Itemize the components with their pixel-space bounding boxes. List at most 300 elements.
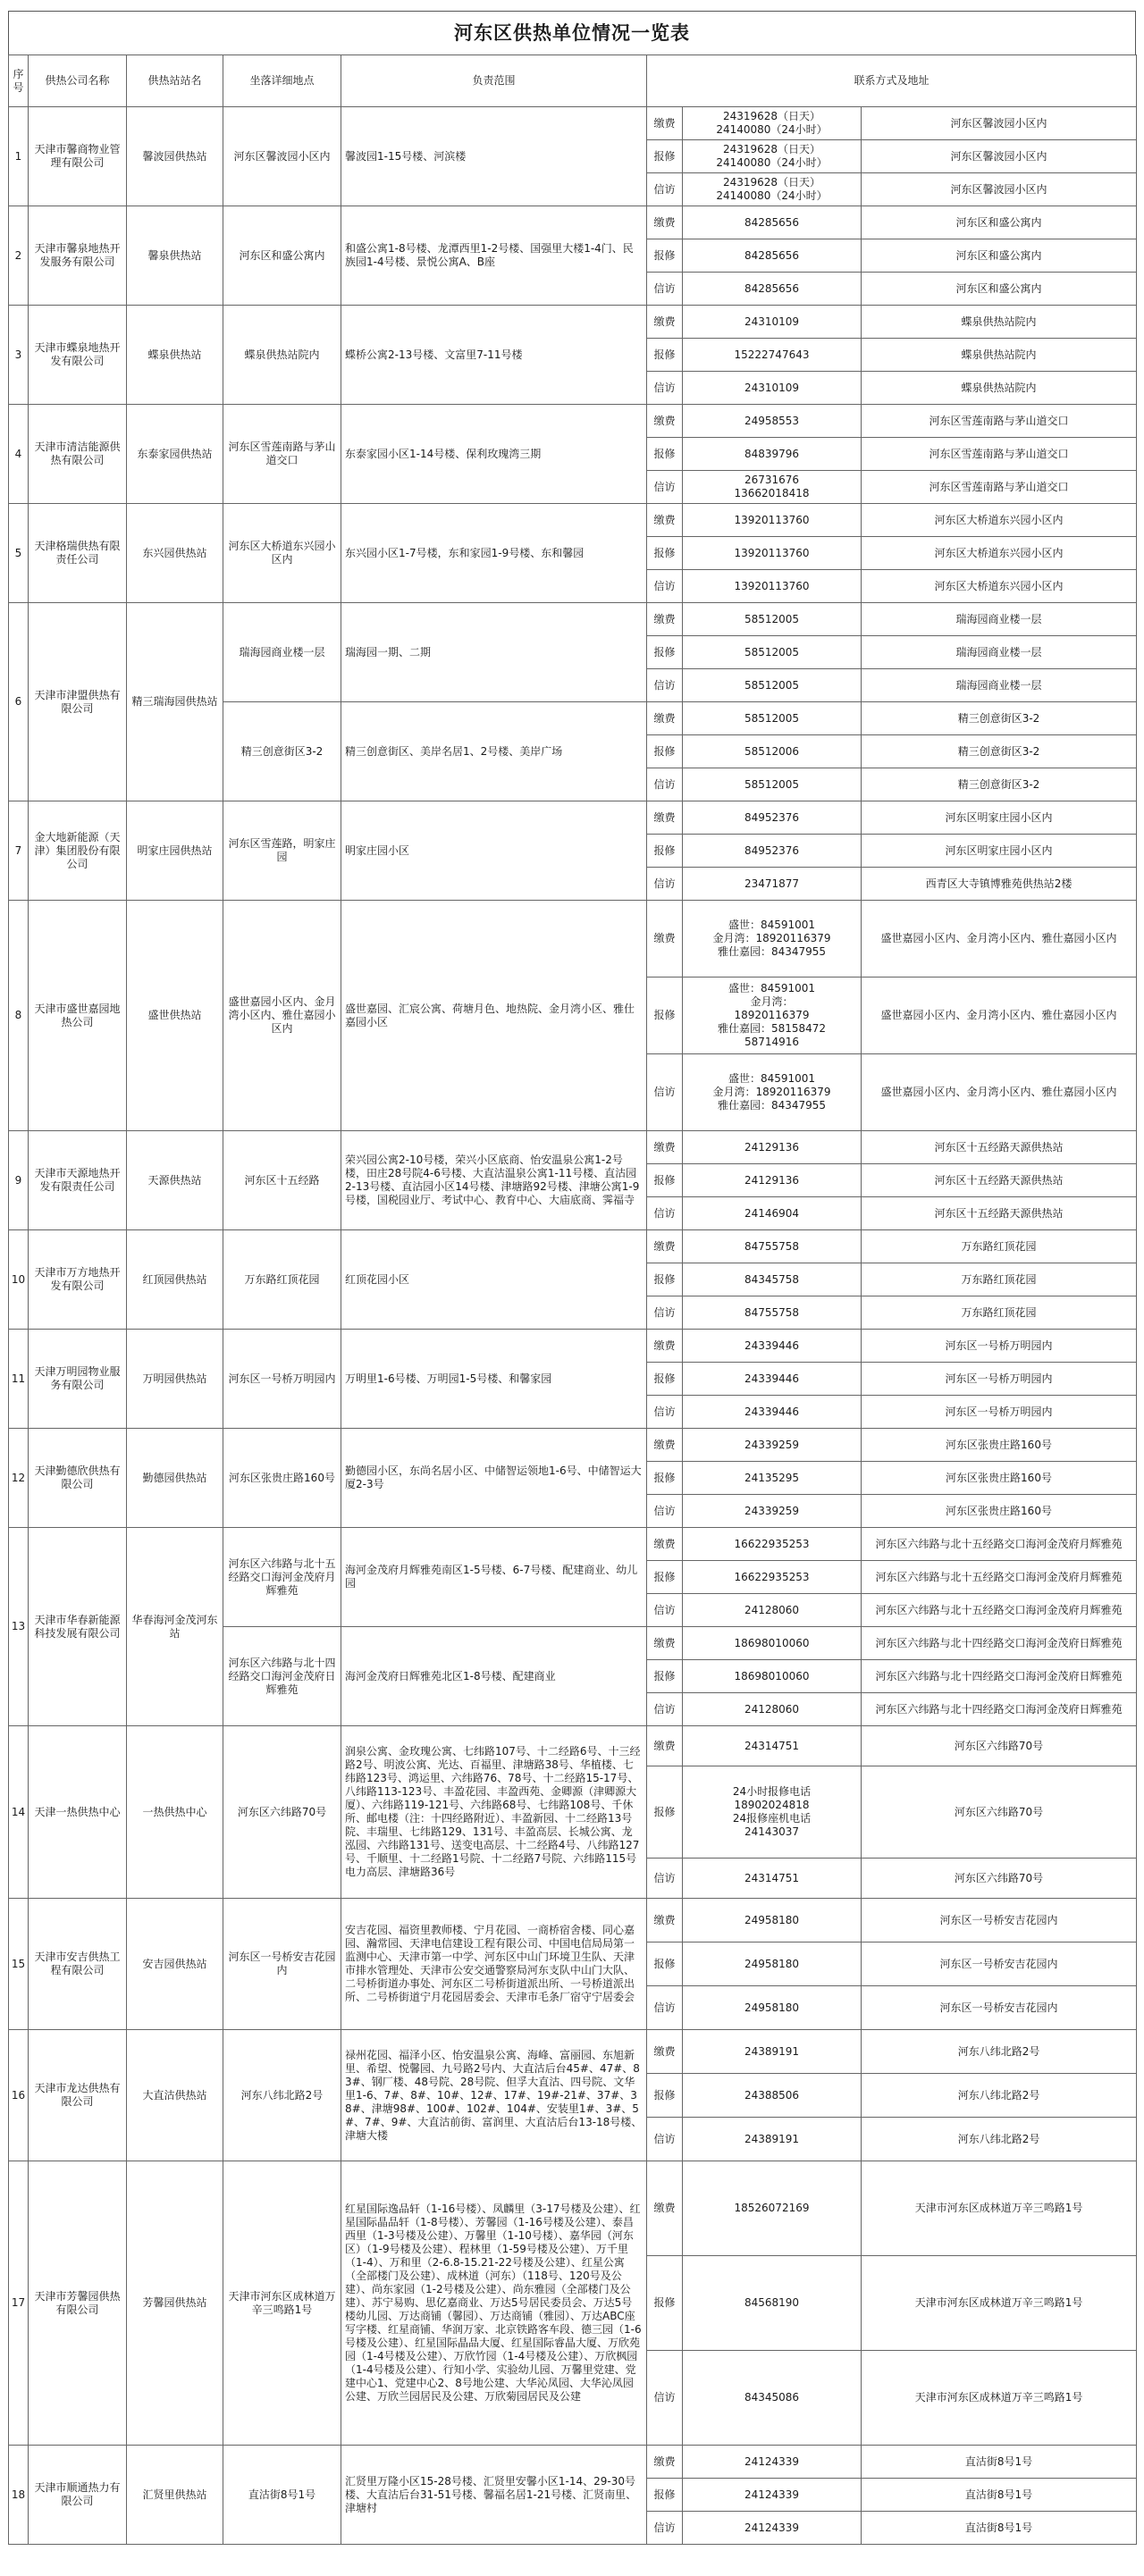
- contact-phone: 24958180: [683, 1899, 862, 1942]
- contact-type: 信访: [647, 768, 683, 801]
- contact-type: 报修: [647, 636, 683, 669]
- contact-phone: 13920113760: [683, 504, 862, 537]
- station-location: 直沽街8号1号: [223, 2446, 341, 2545]
- station-name: 东兴园供热站: [127, 504, 223, 603]
- contact-phone: 24958553: [683, 405, 862, 438]
- table-row: [9, 1330, 1137, 1363]
- contact-address: 河东区雪莲南路与茅山道交口: [862, 471, 1137, 504]
- contact-phone: 24389191: [683, 2118, 862, 2161]
- contact-phone: 23471877: [683, 868, 862, 901]
- station-name: 盛世供热站: [127, 901, 223, 1131]
- contact-phone: 24389191: [683, 2030, 862, 2074]
- contact-type: 信访: [647, 1495, 683, 1528]
- table-row: [9, 306, 1137, 339]
- header-station: 供热站站名: [127, 55, 223, 107]
- contact-type: 报修: [647, 1363, 683, 1396]
- contact-type: 报修: [647, 438, 683, 471]
- row-number: 2: [9, 206, 29, 306]
- contact-phone: 24124339: [683, 2479, 862, 2512]
- contact-address: 河东区大桥道东兴园小区内: [862, 570, 1137, 603]
- station-name: 汇贤里供热站: [127, 2446, 223, 2545]
- row-number: 7: [9, 801, 29, 901]
- row-number: 13: [9, 1528, 29, 1726]
- contact-phone: 16622935253: [683, 1528, 862, 1561]
- contact-address: 河东区六纬路与北十五经路交口海河金茂府月辉雅苑: [862, 1594, 1137, 1627]
- contact-phone: 13920113760: [683, 570, 862, 603]
- table-row: [9, 1899, 1137, 1942]
- contact-phone: 26731676 13662018418: [683, 471, 862, 504]
- contact-address: 蝶泉供热站院内: [862, 306, 1137, 339]
- contact-phone: 24135295: [683, 1462, 862, 1495]
- row-number: 14: [9, 1726, 29, 1899]
- contact-phone: 24314751: [683, 1726, 862, 1766]
- contact-address: 河东区馨波园小区内: [862, 140, 1137, 173]
- station-name: 红顶园供热站: [127, 1230, 223, 1330]
- contact-type: 缴费: [647, 206, 683, 239]
- contact-type: 信访: [647, 1296, 683, 1330]
- service-range: 明家庄园小区: [341, 801, 647, 901]
- service-range: 禄州花园、福泽小区、怡安温泉公寓、海峰、富丽园、东旭新里、希望、悦馨园、九号路2号内、大直沽后台45#、47#、83#、钢厂楼、48号院、28号院、但孚大直沽、四号院、文华里1-6、7#、8#、10#、12#、17#、19#-21#、37#、38#、津塘98#、100#、102#、104#、安装里1#、3#、5#、7#、9#、大直沽前街、富润里、大直沽后台13-18号楼、津塘大楼: [341, 2030, 647, 2161]
- table-row: [9, 1131, 1137, 1164]
- contact-address: 河东区雪莲南路与茅山道交口: [862, 405, 1137, 438]
- table-row: [9, 1726, 1137, 1766]
- company-name: 天津勤德欣供热有限公司: [29, 1429, 127, 1528]
- contact-type: 报修: [647, 537, 683, 570]
- header-company: 供热公司名称: [29, 55, 127, 107]
- contact-phone: 24319628（日天） 24140080（24小时）: [683, 140, 862, 173]
- contact-address: 河东区和盛公寓内: [862, 273, 1137, 306]
- contact-address: 河东区馨波园小区内: [862, 107, 1137, 140]
- station-location: 河东区六纬路70号: [223, 1726, 341, 1899]
- contact-type: 信访: [647, 1054, 683, 1131]
- contact-phone: 24339259: [683, 1495, 862, 1528]
- contact-phone: 24128060: [683, 1594, 862, 1627]
- station-location: 蝶泉供热站院内: [223, 306, 341, 405]
- contact-address: 瑞海园商业楼一层: [862, 603, 1137, 636]
- contact-address: 河东区明家庄园小区内: [862, 801, 1137, 835]
- contact-phone: 24124339: [683, 2446, 862, 2479]
- service-range: 和盛公寓1-8号楼、龙潭西里1-2号楼、国强里大楼1-4门、民族园1-4号楼、景悦公寓A、B座: [341, 206, 647, 306]
- contact-type: 信访: [647, 669, 683, 702]
- table-row: [9, 504, 1137, 537]
- contact-phone: 16622935253: [683, 1561, 862, 1594]
- station-location: 河东区一号桥安吉花园内: [223, 1899, 341, 2030]
- table-row: [9, 2030, 1137, 2074]
- contact-phone: 24128060: [683, 1693, 862, 1726]
- contact-type: 信访: [647, 1197, 683, 1230]
- contact-phone: 84952376: [683, 835, 862, 868]
- contact-phone: 84285656: [683, 239, 862, 273]
- header-no: 序号: [9, 55, 29, 107]
- header-contact: 联系方式及地址: [647, 55, 1137, 107]
- contact-address: 河东区张贵庄路160号: [862, 1495, 1137, 1528]
- contact-type: 缴费: [647, 107, 683, 140]
- contact-address: 精三创意街区3-2: [862, 768, 1137, 801]
- contact-type: 报修: [647, 239, 683, 273]
- contact-type: 缴费: [647, 702, 683, 735]
- contact-address: 河东区六纬路70号: [862, 1726, 1137, 1766]
- contact-type: 信访: [647, 471, 683, 504]
- contact-phone: 24958180: [683, 1942, 862, 1986]
- contact-address: 河东区张贵庄路160号: [862, 1462, 1137, 1495]
- contact-phone: 24129136: [683, 1164, 862, 1197]
- contact-phone: 18698010060: [683, 1660, 862, 1693]
- station-location: 河东区雪莲路，明家庄园: [223, 801, 341, 901]
- row-number: 16: [9, 2030, 29, 2161]
- contact-address: 瑞海园商业楼一层: [862, 669, 1137, 702]
- station-location: 河东区十五经路: [223, 1131, 341, 1230]
- table-row: [9, 1230, 1137, 1263]
- header-range: 负责范围: [341, 55, 647, 107]
- station-location: 河东区六纬路与北十五经路交口海河金茂府月辉雅苑: [223, 1528, 341, 1627]
- station-name: 安吉园供热站: [127, 1899, 223, 2030]
- table-row: [9, 603, 1137, 636]
- row-number: 10: [9, 1230, 29, 1330]
- contact-phone: 24339446: [683, 1363, 862, 1396]
- contact-phone: 18698010060: [683, 1627, 862, 1660]
- contact-type: 报修: [647, 1942, 683, 1986]
- company-name: 天津市天源地热开发有限责任公司: [29, 1131, 127, 1230]
- contact-type: 缴费: [647, 1899, 683, 1942]
- service-range: 瑞海园一期、二期: [341, 603, 647, 702]
- service-range: 万明里1-6号楼、万明园1-5号楼、和馨家园: [341, 1330, 647, 1429]
- contact-phone: 24339259: [683, 1429, 862, 1462]
- station-name: 万明园供热站: [127, 1330, 223, 1429]
- contact-type: 缴费: [647, 1230, 683, 1263]
- contact-phone: 盛世：84591001 金月湾： 18920116379 雅仕嘉园：58158472 58714916: [683, 978, 862, 1054]
- station-name: 精三瑞海园供热站: [127, 603, 223, 801]
- contact-address: 河东区雪莲南路与茅山道交口: [862, 438, 1137, 471]
- contact-address: 河东八纬北路2号: [862, 2118, 1137, 2161]
- contact-type: 信访: [647, 1859, 683, 1899]
- row-number: 1: [9, 107, 29, 206]
- table-row: [9, 206, 1137, 239]
- company-name: 天津市盛世嘉园地热公司: [29, 901, 127, 1131]
- table-row: [9, 2446, 1137, 2479]
- contact-address: 河东区大桥道东兴园小区内: [862, 537, 1137, 570]
- company-name: 天津市顺通热力有限公司: [29, 2446, 127, 2545]
- contact-address: 河东区十五经路天源供热站: [862, 1131, 1137, 1164]
- station-location: 河东八纬北路2号: [223, 2030, 341, 2161]
- contact-phone: 84285656: [683, 206, 862, 239]
- company-name: 天津市蝶泉地热开发有限公司: [29, 306, 127, 405]
- service-range: 安吉花园、福资里教师楼、宁月花园、一商桥宿舍楼、同心嘉园、瀚常园、天津电信建设工程有限公司、中国电信局局第一监测中心、天津市第一中学、河东区中山门环境卫生队、天津市排水管理处、天津市公安交通警察局河东支队中山门大队、二号桥街道办事处、河东区二号桥街道派出所、一号桥道派出所、二号桥街道宁月花园居委会、天津市毛条厂宿守宁居委会: [341, 1899, 647, 2030]
- service-range: 东泰家园小区1-14号楼、保利玫瑰湾三期: [341, 405, 647, 504]
- contact-address: 天津市河东区成林道万辛三鸣路1号: [862, 2161, 1137, 2256]
- contact-address: 蝶泉供热站院内: [862, 372, 1137, 405]
- contact-address: 河东区一号桥安吉花园内: [862, 1899, 1137, 1942]
- contact-phone: 84755758: [683, 1296, 862, 1330]
- company-name: 天津万明园物业服务有限公司: [29, 1330, 127, 1429]
- row-number: 17: [9, 2161, 29, 2446]
- station-location: 河东区大桥道东兴园小区内: [223, 504, 341, 603]
- contact-address: 西青区大寺镇博雅苑供热站2楼: [862, 868, 1137, 901]
- contact-type: 缴费: [647, 801, 683, 835]
- company-name: 金大地新能源（天津）集团股份有限公司: [29, 801, 127, 901]
- contact-phone: 盛世：84591001 金月湾：18920116379 雅仕嘉园：84347955: [683, 901, 862, 978]
- contact-type: 缴费: [647, 901, 683, 978]
- contact-type: 报修: [647, 2074, 683, 2118]
- service-range: 荣兴园公寓2-10号楼，荣兴小区底商、怡安温泉公寓1-2号楼，田庄28号院4-6号楼、大直沽温泉公寓1-11号楼、直沽园2-13号楼、直沽园小区14号楼、津塘路92号楼、津塘公寓1-9号楼，国税园业厅、考试中心、教育中心、大庙底商、霁福寺: [341, 1131, 647, 1230]
- contact-address: 直沽街8号1号: [862, 2479, 1137, 2512]
- contact-type: 缴费: [647, 1528, 683, 1561]
- table-row: [9, 1429, 1137, 1462]
- contact-type: 报修: [647, 140, 683, 173]
- contact-address: 河东区大桥道东兴园小区内: [862, 504, 1137, 537]
- contact-address: 河东区馨波园小区内: [862, 173, 1137, 206]
- contact-type: 信访: [647, 1693, 683, 1726]
- company-name: 天津市清洁能源供热有限公司: [29, 405, 127, 504]
- page-title: 河东区供热单位情况一览表: [8, 11, 1136, 55]
- contact-address: 河东区六纬路70号: [862, 1766, 1137, 1859]
- contact-phone: 24339446: [683, 1396, 862, 1429]
- row-number: 9: [9, 1131, 29, 1230]
- contact-address: 河东区六纬路与北十四经路交口海河金茂府日辉雅苑: [862, 1660, 1137, 1693]
- service-range: 馨波园1-15号楼、河滨楼: [341, 107, 647, 206]
- contact-type: 缴费: [647, 2161, 683, 2256]
- station-name: 大直沽供热站: [127, 2030, 223, 2161]
- contact-phone: 84285656: [683, 273, 862, 306]
- contact-type: 缴费: [647, 2030, 683, 2074]
- company-name: 天津一热供热中心: [29, 1726, 127, 1899]
- contact-type: 信访: [647, 1594, 683, 1627]
- contact-address: 河东区一号桥安吉花园内: [862, 1986, 1137, 2030]
- station-name: 东泰家园供热站: [127, 405, 223, 504]
- service-range: 海河金茂府日辉雅苑北区1-8号楼、配建商业: [341, 1627, 647, 1726]
- station-location: 河东区和盛公寓内: [223, 206, 341, 306]
- station-name: 天源供热站: [127, 1131, 223, 1230]
- contact-phone: 盛世：84591001 金月湾：18920116379 雅仕嘉园：84347955: [683, 1054, 862, 1131]
- contact-type: 信访: [647, 2351, 683, 2446]
- contact-type: 信访: [647, 1396, 683, 1429]
- station-location: 天津市河东区成林道万辛三鸣路1号: [223, 2161, 341, 2446]
- document-sheet: [8, 11, 1136, 2545]
- contact-address: 河东区六纬路与北十四经路交口海河金茂府日辉雅苑: [862, 1627, 1137, 1660]
- company-name: 天津格瑞供热有限责任公司: [29, 504, 127, 603]
- row-number: 8: [9, 901, 29, 1131]
- contact-address: 河东八纬北路2号: [862, 2074, 1137, 2118]
- contact-address: 万东路红顶花园: [862, 1296, 1137, 1330]
- contact-type: 信访: [647, 173, 683, 206]
- contact-type: 报修: [647, 1561, 683, 1594]
- table-row: [9, 107, 1137, 140]
- service-range: 东兴园小区1-7号楼，东和家园1-9号楼、东和馨园: [341, 504, 647, 603]
- contact-type: 信访: [647, 868, 683, 901]
- contact-type: 报修: [647, 835, 683, 868]
- row-number: 4: [9, 405, 29, 504]
- contact-phone: 24319628（日天） 24140080（24小时）: [683, 173, 862, 206]
- contact-phone: 84345758: [683, 1263, 862, 1296]
- contact-type: 缴费: [647, 1131, 683, 1164]
- contact-address: 盛世嘉园小区内、金月湾小区内、雅仕嘉园小区内: [862, 978, 1137, 1054]
- contact-phone: 15222747643: [683, 339, 862, 372]
- contact-address: 河东区一号桥万明园内: [862, 1363, 1137, 1396]
- row-number: 15: [9, 1899, 29, 2030]
- contact-phone: 18526072169: [683, 2161, 862, 2256]
- table-row: [9, 1528, 1137, 1561]
- contact-address: 河东区一号桥安吉花园内: [862, 1942, 1137, 1986]
- contact-phone: 24388506: [683, 2074, 862, 2118]
- contact-type: 信访: [647, 2118, 683, 2161]
- row-number: 6: [9, 603, 29, 801]
- service-range: 勤德园小区，东尚名居小区、中储智运领地1-6号、中储智运大厦2-3号: [341, 1429, 647, 1528]
- contact-type: 缴费: [647, 1726, 683, 1766]
- station-name: 勤德园供热站: [127, 1429, 223, 1528]
- contact-address: 河东区和盛公寓内: [862, 239, 1137, 273]
- contact-type: 报修: [647, 1766, 683, 1859]
- company-name: 天津市华春新能源科技发展有限公司: [29, 1528, 127, 1726]
- service-range: 盛世嘉园、汇宸公寓、荷塘月色、地热院、金月湾小区、雅仕嘉园小区: [341, 901, 647, 1131]
- contact-type: 缴费: [647, 2446, 683, 2479]
- table-row: [9, 2161, 1137, 2256]
- contact-phone: 84568190: [683, 2256, 862, 2351]
- contact-type: 缴费: [647, 1627, 683, 1660]
- station-name: 华春海河金茂河东站: [127, 1528, 223, 1726]
- contact-address: 盛世嘉园小区内、金月湾小区内、雅仕嘉园小区内: [862, 1054, 1137, 1131]
- heating-table: [8, 55, 1137, 2545]
- contact-type: 信访: [647, 273, 683, 306]
- contact-type: 缴费: [647, 603, 683, 636]
- contact-type: 报修: [647, 978, 683, 1054]
- contact-type: 报修: [647, 1660, 683, 1693]
- contact-address: 盛世嘉园小区内、金月湾小区内、雅仕嘉园小区内: [862, 901, 1137, 978]
- contact-address: 精三创意街区3-2: [862, 702, 1137, 735]
- contact-address: 天津市河东区成林道万辛三鸣路1号: [862, 2351, 1137, 2446]
- station-location: 万东路红顶花园: [223, 1230, 341, 1330]
- table-row: [9, 405, 1137, 438]
- station-location: 河东区馨波园小区内: [223, 107, 341, 206]
- contact-address: 直沽街8号1号: [862, 2512, 1137, 2545]
- station-location: 河东区雪莲南路与茅山道交口: [223, 405, 341, 504]
- header-location: 坐落详细地点: [223, 55, 341, 107]
- station-name: 明家庄园供热站: [127, 801, 223, 901]
- contact-address: 河东区一号桥万明园内: [862, 1330, 1137, 1363]
- contact-phone: 24124339: [683, 2512, 862, 2545]
- table-header-row: [9, 55, 1137, 107]
- company-name: 天津市龙达供热有限公司: [29, 2030, 127, 2161]
- contact-type: 报修: [647, 339, 683, 372]
- contact-phone: 24146904: [683, 1197, 862, 1230]
- contact-phone: 24129136: [683, 1131, 862, 1164]
- contact-type: 报修: [647, 1462, 683, 1495]
- service-range: 海河金茂府月辉雅苑南区1-5号楼、6-7号楼、配建商业、幼儿园: [341, 1528, 647, 1627]
- contact-phone: 84839796: [683, 438, 862, 471]
- station-name: 蝶泉供热站: [127, 306, 223, 405]
- station-name: 馨泉供热站: [127, 206, 223, 306]
- service-range: 润泉公寓、金玫瑰公寓、七纬路107号、十二经路6号、十三经路2号、明波公寓、光达、百福里、津塘路38号、华植楼、七纬路123号、鸿运里、六纬路76、78号、十二经路15-17号、八纬路113-123号、丰盈花园、丰盈西苑、金卿源（津卿源大厦）、六纬路119-121号、六纬路68号、七纬路108号、千休所、邮电楼（注：十四经路附近）、丰盈新园、十二经路13号院、丰瑞里、七纬路129、131号、丰盈高层、长城公寓、龙泓园、六纬路131号、送变电高层、十二经路4号、八纬路127号、千顺里、十二经路1号院、十二经路7号院、六纬路115号电力高层、津塘路36号: [341, 1726, 647, 1899]
- row-number: 12: [9, 1429, 29, 1528]
- company-name: 天津市津盟供热有限公司: [29, 603, 127, 801]
- contact-phone: 24小时报修电话 18902024818 24报修座机电话 24143037: [683, 1766, 862, 1859]
- contact-type: 信访: [647, 570, 683, 603]
- contact-type: 信访: [647, 1986, 683, 2030]
- contact-type: 缴费: [647, 1429, 683, 1462]
- station-location: 瑞海园商业楼一层: [223, 603, 341, 702]
- company-name: 天津市馨泉地热开发服务有限公司: [29, 206, 127, 306]
- contact-address: 河东区十五经路天源供热站: [862, 1197, 1137, 1230]
- contact-phone: 84952376: [683, 801, 862, 835]
- contact-phone: 24339446: [683, 1330, 862, 1363]
- contact-phone: 24319628（日天） 24140080（24小时）: [683, 107, 862, 140]
- contact-type: 信访: [647, 2512, 683, 2545]
- station-name: 一热供热中心: [127, 1726, 223, 1899]
- contact-phone: 58512005: [683, 669, 862, 702]
- row-number: 11: [9, 1330, 29, 1429]
- contact-address: 天津市河东区成林道万辛三鸣路1号: [862, 2256, 1137, 2351]
- station-location: 精三创意街区3-2: [223, 702, 341, 801]
- contact-type: 报修: [647, 2479, 683, 2512]
- contact-address: 河东区十五经路天源供热站: [862, 1164, 1137, 1197]
- contact-address: 蝶泉供热站院内: [862, 339, 1137, 372]
- contact-address: 河东区一号桥万明园内: [862, 1396, 1137, 1429]
- contact-address: 河东区六纬路与北十五经路交口海河金茂府月辉雅苑: [862, 1528, 1137, 1561]
- company-name: 天津市馨商物业管理有限公司: [29, 107, 127, 206]
- contact-phone: 24314751: [683, 1859, 862, 1899]
- contact-phone: 84755758: [683, 1230, 862, 1263]
- contact-address: 河东区六纬路与北十四经路交口海河金茂府日辉雅苑: [862, 1693, 1137, 1726]
- service-range: 红顶花园小区: [341, 1230, 647, 1330]
- service-range: 汇贤里万隆小区15-28号楼、汇贤里安馨小区1-14、29-30号楼、大直沽后台31-51号楼、馨福名居1-21号楼、汇贤南里、津塘村: [341, 2446, 647, 2545]
- station-location: 河东区张贵庄路160号: [223, 1429, 341, 1528]
- contact-address: 河东区六纬路与北十五经路交口海河金茂府月辉雅苑: [862, 1561, 1137, 1594]
- contact-address: 河东区和盛公寓内: [862, 206, 1137, 239]
- contact-address: 河东区张贵庄路160号: [862, 1429, 1137, 1462]
- contact-phone: 58512005: [683, 702, 862, 735]
- service-range: 蝶桥公寓2-13号楼、文富里7-11号楼: [341, 306, 647, 405]
- contact-address: 直沽街8号1号: [862, 2446, 1137, 2479]
- station-name: 芳馨园供热站: [127, 2161, 223, 2446]
- company-name: 天津市芳馨园供热有限公司: [29, 2161, 127, 2446]
- service-range: 精三创意街区、美岸名居1、2号楼、美岸广场: [341, 702, 647, 801]
- contact-type: 缴费: [647, 504, 683, 537]
- contact-phone: 84345086: [683, 2351, 862, 2446]
- contact-type: 报修: [647, 1164, 683, 1197]
- contact-type: 信访: [647, 372, 683, 405]
- contact-phone: 58512005: [683, 603, 862, 636]
- row-number: 3: [9, 306, 29, 405]
- contact-type: 报修: [647, 735, 683, 768]
- contact-address: 瑞海园商业楼一层: [862, 636, 1137, 669]
- contact-phone: 58512005: [683, 768, 862, 801]
- station-location: 河东区一号桥万明园内: [223, 1330, 341, 1429]
- contact-address: 万东路红顶花园: [862, 1230, 1137, 1263]
- contact-address: 河东区明家庄园小区内: [862, 835, 1137, 868]
- contact-phone: 58512006: [683, 735, 862, 768]
- contact-address: 河东八纬北路2号: [862, 2030, 1137, 2074]
- table-row: [9, 901, 1137, 978]
- contact-type: 报修: [647, 1263, 683, 1296]
- station-location: 河东区六纬路与北十四经路交口海河金茂府日辉雅苑: [223, 1627, 341, 1726]
- table-row: [9, 801, 1137, 835]
- contact-phone: 24958180: [683, 1986, 862, 2030]
- service-range: 红星国际逸品轩（1-16号楼）、凤麟里（3-17号楼及公建）、红星国际晶品轩（1-8号楼）、芳馨园（1-16号楼及公建）、泰昌西里（1-3号楼及公建）、万馨里（1-10号楼）、嘉华园（河东区）（1-9号楼及公建）、程林里（1-59号楼及公建）、万千里（1-4）、万和里（2-6.8-15.21-22号楼及公建）、红星公寓（全部楼门及公建）、成林道（河东）（118号、120号及公建）、尚东家园（1-2号楼及公建）、尚东雅园（全部楼门及公建）、苏宁易购、思亿嘉商业、万达5号居民委员会、万达5号楼幼儿园、万达商铺（馨园）、万达商铺（雅园）、万达ABC座写字楼、红星商铺、华润万家、北京铁路客车段、德三园（1-6号楼及公建）、红星国际晶品大厦、红星国际睿晶大厦、万欣苑园（1-4号楼及公建）、万欣竹园（1-4号楼及公建）、万欣枫园（1-4号楼及公建）、行知小学、实验幼儿园、万馨里党建、党建中心1、党建中心2、8号地公建、大华沁凤园、大华沁凤园公建、万欣兰园居民及公建、万欣菊园居民及公建: [341, 2161, 647, 2446]
- contact-type: 报修: [647, 2256, 683, 2351]
- station-location: 盛世嘉园小区内、金月湾小区内、雅仕嘉园小区内: [223, 901, 341, 1131]
- contact-type: 缴费: [647, 306, 683, 339]
- contact-address: 精三创意街区3-2: [862, 735, 1137, 768]
- contact-type: 缴费: [647, 405, 683, 438]
- contact-phone: 24310109: [683, 372, 862, 405]
- contact-address: 万东路红顶花园: [862, 1263, 1137, 1296]
- row-number: 18: [9, 2446, 29, 2545]
- company-name: 天津市安吉供热工程有限公司: [29, 1899, 127, 2030]
- contact-phone: 13920113760: [683, 537, 862, 570]
- station-name: 馨波园供热站: [127, 107, 223, 206]
- contact-address: 河东区六纬路70号: [862, 1859, 1137, 1899]
- company-name: 天津市万方地热开发有限公司: [29, 1230, 127, 1330]
- contact-phone: 58512005: [683, 636, 862, 669]
- row-number: 5: [9, 504, 29, 603]
